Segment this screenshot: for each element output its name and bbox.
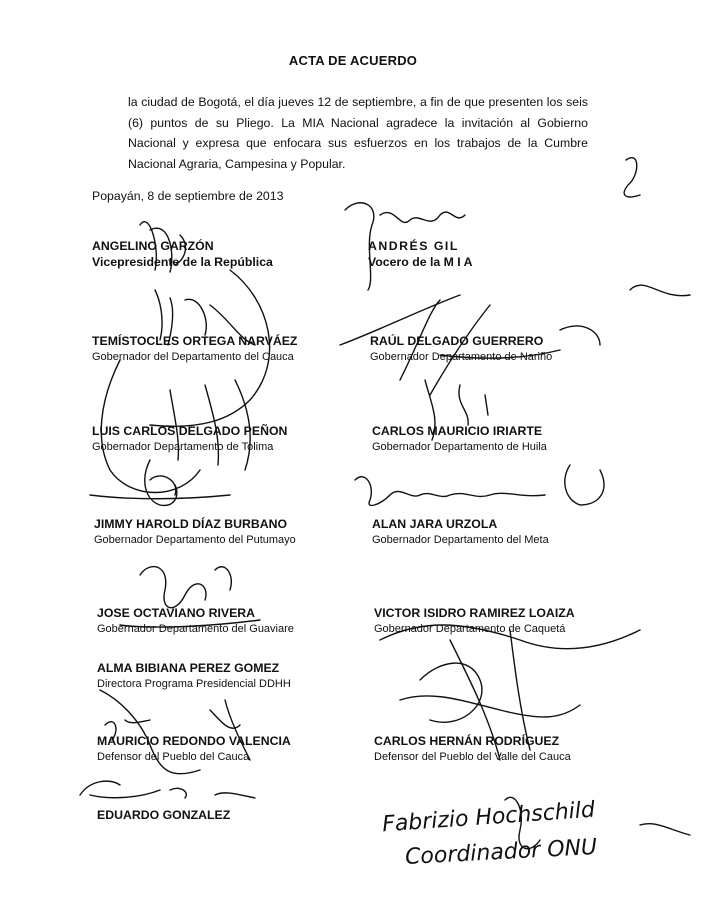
signatory-block (92, 238, 273, 270)
signatory-role: Defensor del Pueblo del Valle del Cauca (374, 751, 571, 763)
signature-mark (624, 158, 640, 197)
signatory-name: RAÚL DELGADO GUERRERO (370, 334, 544, 348)
signatory-role: Vocero de la M I A (368, 255, 473, 269)
signatory-name: CARLOS HERNÁN RODRÍGUEZ (374, 734, 560, 748)
signatory-name: EDUARDO GONZALEZ (97, 808, 231, 822)
signatory-role: Gobernador Departamento de Caquetá (374, 623, 566, 635)
signature-mark (80, 781, 255, 798)
signatory-block (97, 733, 291, 765)
signatory-block (97, 605, 294, 637)
signatory-block (374, 605, 575, 637)
signatory-role: Directora Programa Presidencial DDHH (97, 678, 291, 690)
signatory-role: Gobernador Departamento del Guaviare (97, 623, 294, 635)
handwritten-line: Coordinador ONU (404, 834, 598, 871)
signatory-block (370, 333, 552, 365)
signatory-role: Vicepresidente de la República (92, 255, 273, 269)
signatory-role: Gobernador Departamento de Tolima (92, 441, 274, 453)
signatory-name: ALAN JARA URZOLA (372, 517, 498, 531)
signature-mark (90, 460, 230, 505)
signatory-name: TEMÍSTOCLES ORTEGA NARVÁEZ (92, 334, 298, 348)
signatory-block (94, 516, 296, 548)
signatory-role: Gobernador Departamento del Meta (372, 534, 549, 546)
signatory-role: Gobernador Departamento de Nariño (370, 351, 553, 363)
signatory-block (374, 733, 571, 765)
signatory-name: MAURICIO REDONDO VALENCIA (97, 734, 291, 748)
signatory-name: CARLOS MAURICIO IRIARTE (372, 424, 543, 438)
signatory-name: VICTOR ISIDRO RAMIREZ LOAIZA (374, 606, 575, 620)
signatory-block (368, 238, 473, 270)
signatory-block (372, 516, 549, 548)
signatory-role: Gobernador del Departamento del Cauca (92, 351, 294, 363)
intro-paragraph: la ciudad de Bogotá, el día jueves 12 de septiembre, a fin de que presenten los seis (6) puntos de su Pliego. La MIA Nacional agradece la invitación al Gobierno Nacional y expresa que enfocara sus esfuerzos en los trabajos de la Cumbre Nacional Agraria, Campesina y Popular. (128, 95, 588, 171)
handwritten-line: Fabrizio Hochschild (381, 797, 596, 838)
signatory-block (97, 807, 230, 823)
signatory-block (92, 333, 297, 365)
signatory-name: JIMMY HAROLD DÍAZ BURBANO (94, 517, 288, 531)
signatory-block (372, 423, 547, 455)
signatory-role: Gobernador Departamento de Huila (372, 441, 547, 453)
signatory-role: Defensor del Pueblo del Cauca (97, 751, 250, 763)
document-title: ACTA DE ACUERDO (288, 53, 418, 68)
signatory-block (92, 423, 287, 455)
signatory-role: Gobernador Departamento del Putumayo (94, 534, 296, 546)
signatory-block (97, 660, 291, 692)
place-date: Popayán, 8 de septiembre de 2013 (92, 189, 284, 203)
signatory-name: JOSE OCTAVIANO RIVERA (97, 606, 256, 620)
signatory-name: ALMA BIBIANA PEREZ GOMEZ (97, 661, 280, 675)
signature-mark (355, 465, 604, 505)
signatory-name: ANDRÉS GIL (368, 239, 459, 253)
signatory-name: ANGELINO GARZÓN (92, 239, 214, 253)
signatory-name: LUIS CARLOS DELGADO PEÑON (92, 424, 288, 438)
